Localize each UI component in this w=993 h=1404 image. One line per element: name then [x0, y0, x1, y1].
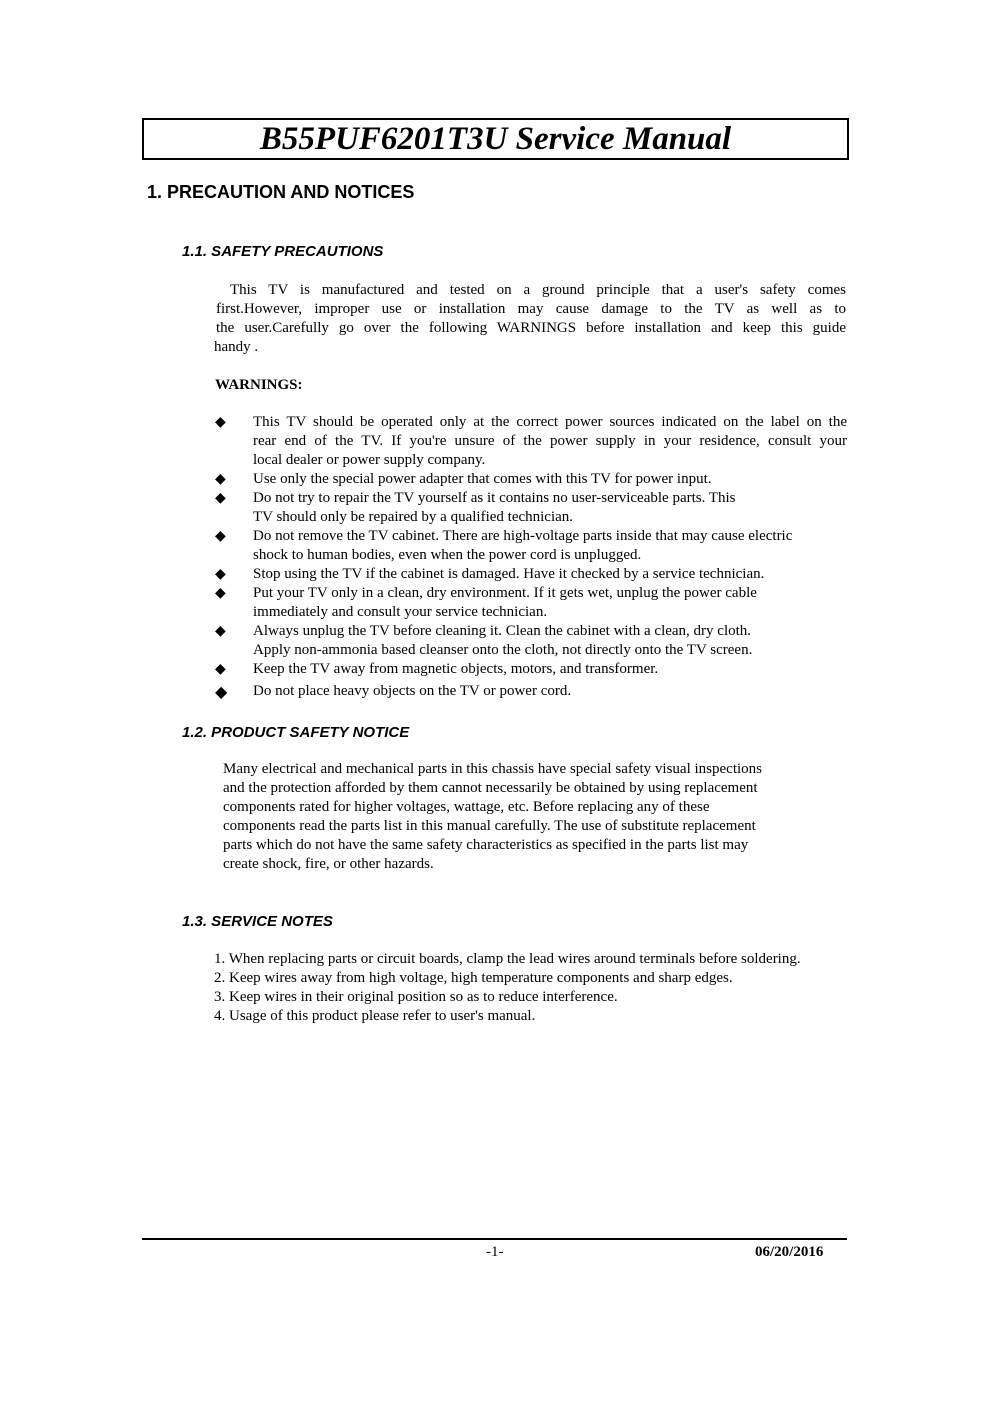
- warning-line: Apply non-ammonia based cleanser onto the cloth, not directly onto the TV screen.: [253, 642, 753, 658]
- product-safety-heading: 1.2. PRODUCT SAFETY NOTICE: [182, 724, 410, 741]
- document-title: B55PUF6201T3U Service Manual: [259, 120, 732, 157]
- warning-item: [215, 489, 847, 527]
- footer-divider: [142, 1238, 847, 1240]
- warning-line: Stop using the TV if the cabinet is damaged. Have it checked by a service technician.: [253, 566, 765, 582]
- diamond-bullet-icon: ◆: [215, 490, 226, 506]
- product-line: create shock, fire, or other hazards.: [223, 856, 434, 872]
- service-note: 1. When replacing parts or circuit boards, clamp the lead wires around terminals before soldering.: [214, 951, 801, 967]
- product-line: and the protection afforded by them cannot necessarily be obtained by using replacement: [223, 780, 758, 796]
- warning-item: [215, 413, 847, 470]
- warning-line: Keep the TV away from magnetic objects, motors, and transformer.: [253, 661, 659, 677]
- warning-line: Do not try to repair the TV yourself as it contains no user-serviceable parts. This: [253, 490, 736, 506]
- warning-line: shock to human bodies, even when the power cord is unplugged.: [253, 547, 642, 563]
- safety-precautions-heading: 1.1. SAFETY PRECAUTIONS: [182, 243, 384, 260]
- warning-item: [215, 622, 847, 660]
- diamond-bullet-icon: ◆: [215, 585, 226, 601]
- warning-item: [215, 660, 847, 679]
- diamond-bullet-icon: ◆: [215, 471, 226, 487]
- warning-line: This TV should be operated only at the correct power sources indicated on the label on the: [253, 414, 847, 430]
- warning-line: immediately and consult your service technician.: [253, 604, 548, 620]
- service-note: 2. Keep wires away from high voltage, high temperature components and sharp edges.: [214, 970, 733, 986]
- warning-line: TV should only be repaired by a qualified technician.: [253, 509, 574, 525]
- warning-line: local dealer or power supply company.: [253, 452, 486, 468]
- service-note: 3. Keep wires in their original position so as to reduce interference.: [214, 989, 618, 1005]
- product-line: Many electrical and mechanical parts in this chassis have special safety visual inspections: [223, 761, 762, 777]
- section-heading: 1. PRECAUTION AND NOTICES: [147, 182, 415, 202]
- title-box: [142, 118, 849, 160]
- service-notes-list: [214, 950, 801, 1026]
- warning-item: [215, 527, 847, 565]
- product-line: components read the parts list in this manual carefully. The use of substitute replacement: [223, 818, 756, 834]
- diamond-bullet-icon: ◆: [215, 661, 226, 677]
- warning-line: Do not remove the TV cabinet. There are high-voltage parts inside that may cause electric: [253, 528, 793, 544]
- safety-line: handy .: [214, 339, 259, 355]
- warnings-list: [215, 413, 847, 701]
- warning-item: [215, 682, 847, 701]
- diamond-bullet-icon: ◆: [215, 623, 226, 639]
- warning-line: Do not place heavy objects on the TV or power cord.: [253, 683, 572, 699]
- safety-line: This TV is manufactured and tested on a ground principle that a user's safety comes: [230, 282, 846, 298]
- warning-line: rear end of the TV. If you're unsure of the power supply in your residence, consult your: [253, 433, 847, 449]
- service-note: 4. Usage of this product please refer to user's manual.: [214, 1008, 536, 1024]
- warning-item: [215, 470, 847, 489]
- diamond-bullet-icon: ◆: [215, 528, 226, 544]
- diamond-bullet-icon: ◆: [215, 566, 226, 582]
- warning-line: Put your TV only in a clean, dry environment. If it gets wet, unplug the power cable: [253, 585, 757, 601]
- diamond-bullet-icon: ◆: [215, 414, 226, 430]
- product-line: components rated for higher voltages, wattage, etc. Before replacing any of these: [223, 799, 710, 815]
- safety-paragraph: [214, 281, 846, 357]
- product-safety-paragraph: [223, 760, 823, 874]
- warning-line: Use only the special power adapter that comes with this TV for power input.: [253, 471, 712, 487]
- diamond-bullet-icon: ◆: [215, 682, 228, 701]
- warning-line: Always unplug the TV before cleaning it. Clean the cabinet with a clean, dry cloth.: [253, 623, 752, 639]
- warning-item: [215, 565, 847, 584]
- service-notes-heading: 1.3. SERVICE NOTES: [182, 913, 333, 930]
- safety-line: first.However, improper use or installation may cause damage to the TV as well as to: [216, 301, 846, 317]
- footer-date: 06/20/2016: [755, 1244, 824, 1260]
- page-number: -1-: [486, 1244, 504, 1260]
- warning-item: [215, 584, 847, 622]
- product-line: parts which do not have the same safety characteristics as specified in the parts list may: [223, 837, 749, 853]
- safety-line: the user.Carefully go over the following WARNINGS before installation and keep this guide: [216, 320, 846, 336]
- warnings-label: WARNINGS:: [215, 377, 303, 393]
